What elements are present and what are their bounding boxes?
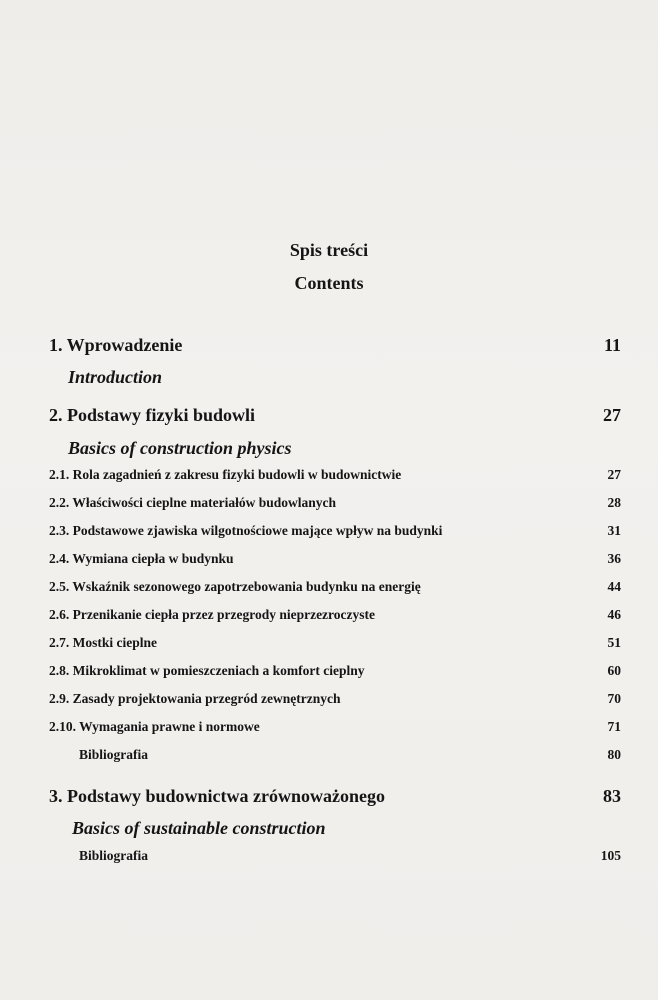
section-2-10-title: 2.10. Wymagania prawne i normowe <box>49 719 260 734</box>
section-2-4-page: 36 <box>607 551 621 566</box>
chapter-1-page: 11 <box>603 335 621 355</box>
section-2-9-page: 70 <box>607 691 621 706</box>
chapter-2-bibliography-page: 80 <box>607 747 621 762</box>
section-2-6-page: 46 <box>607 607 621 622</box>
chapter-2-title: 2. Podstawy fizyki budowli <box>49 405 256 425</box>
chapter-3-title: 3. Podstawy budownictwa zrównoważonego <box>49 786 386 806</box>
section-2-4-title: 2.4. Wymiana ciepła w budynku <box>49 551 234 566</box>
section-2-2-title: 2.2. Właściwości cieplne materiałów budowlanych <box>49 495 337 510</box>
section-2-7-title: 2.7. Mostki cieplne <box>49 635 157 650</box>
section-2-6-title: 2.6. Przenikanie ciepła przez przegrody nieprzezroczyste <box>49 607 376 622</box>
section-2-1-page: 27 <box>607 467 621 482</box>
section-2-5-page: 44 <box>607 579 621 594</box>
chapter-3-bibliography-title: Bibliografia <box>79 848 149 863</box>
chapter-1-english-title: Introduction <box>68 367 163 387</box>
chapter-2-english-title: Basics of construction physics <box>68 438 292 458</box>
chapter-1-title: 1. Wprowadzenie <box>49 335 183 355</box>
chapter-2-bibliography-title: Bibliografia <box>79 747 149 762</box>
section-2-3-title: 2.3. Podstawowe zjawiska wilgotnościowe mające wpływ na budynki <box>49 523 443 538</box>
contents-title-polish: Spis treści <box>289 240 369 260</box>
chapter-3-english-title: Basics of sustainable construction <box>72 818 326 838</box>
section-2-8-title: 2.8. Mikroklimat w pomieszczeniach a komfort cieplny <box>49 663 365 678</box>
section-2-3-page: 31 <box>607 523 621 538</box>
section-2-5-title: 2.5. Wskaźnik sezonowego zapotrzebowania budynku na energię <box>49 579 421 594</box>
section-2-1-title: 2.1. Rola zagadnień z zakresu fizyki budowli w budownictwie <box>49 467 402 482</box>
section-2-9-title: 2.9. Zasady projektowania przegród zewnętrznych <box>49 691 341 706</box>
section-2-2-page: 28 <box>607 495 621 510</box>
chapter-2-page: 27 <box>603 405 621 425</box>
section-2-8-page: 60 <box>607 663 621 678</box>
chapter-3-page: 83 <box>603 786 621 806</box>
chapter-3-bibliography-page: 105 <box>600 848 621 863</box>
contents-title-english: Contents <box>294 273 364 293</box>
section-2-10-page: 71 <box>607 719 621 734</box>
section-2-7-page: 51 <box>607 635 621 650</box>
